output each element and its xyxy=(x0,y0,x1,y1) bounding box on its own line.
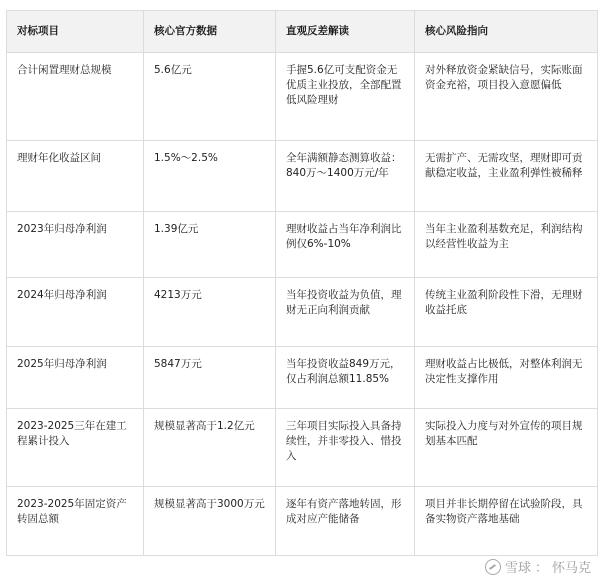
cell-risk: 项目并非长期停留在试验阶段，具备实物资产落地基础 xyxy=(415,487,598,556)
cell-official-data: 1.5%～2.5% xyxy=(144,141,276,212)
table-row xyxy=(7,212,598,278)
watermark-author: 怀马克 xyxy=(551,561,591,576)
cell-risk: 无需扩产、无需攻坚，理财即可贡献稳定收益，主业盈利弹性被稀释 xyxy=(415,141,598,212)
cell-interpretation: 理财收益占当年净利润比例仅6%-10% xyxy=(276,212,415,278)
table-row xyxy=(7,487,598,556)
cell-risk: 当年主业盈利基数充足，利润结构以经营性收益为主 xyxy=(415,212,598,278)
cell-item: 2023-2025年固定资产转固总额 xyxy=(7,487,144,556)
cell-risk: 传统主业盈利阶段性下滑，无理财收益托底 xyxy=(415,278,598,347)
cell-item: 2024年归母净利润 xyxy=(7,278,144,347)
cell-official-data: 4213万元 xyxy=(144,278,276,347)
cell-item: 2025年归母净利润 xyxy=(7,347,144,409)
cell-interpretation: 当年投资收益849万元，仅占利润总额11.85% xyxy=(276,347,415,409)
cell-item: 理财年化收益区间 xyxy=(7,141,144,212)
cell-interpretation: 三年项目实际投入具备持续性，并非零投入、惜投入 xyxy=(276,409,415,487)
cell-official-data: 5847万元 xyxy=(144,347,276,409)
cell-interpretation: 全年满额静态测算收益：840万～1400万元/年 xyxy=(276,141,415,212)
header-risk: 核心风险指向 xyxy=(415,11,598,53)
cell-item: 合计闲置理财总规模 xyxy=(7,53,144,141)
header-item: 对标项目 xyxy=(7,11,144,53)
cell-item: 2023-2025三年在建工程累计投入 xyxy=(7,409,144,487)
header-official-data: 核心官方数据 xyxy=(144,11,276,53)
cell-risk: 实际投入力度与对外宣传的项目规划基本匹配 xyxy=(415,409,598,487)
table-row xyxy=(7,409,598,487)
cell-official-data: 规模显著高于1.2亿元 xyxy=(144,409,276,487)
watermark-site: 雪球 xyxy=(504,561,531,576)
cell-risk: 对外释放资金紧缺信号，实际账面资金充裕，项目投入意愿偏低 xyxy=(415,53,598,141)
cell-official-data: 1.39亿元 xyxy=(144,212,276,278)
watermark-separator: ： xyxy=(534,561,548,576)
cell-risk: 理财收益占比极低，对整体利润无决定性支撑作用 xyxy=(415,347,598,409)
header-interpretation: 直观反差解读 xyxy=(276,11,415,53)
comparison-table xyxy=(6,10,598,556)
table-row xyxy=(7,141,598,212)
cell-official-data: 规模显著高于3000万元 xyxy=(144,487,276,556)
table-row xyxy=(7,53,598,141)
table-row xyxy=(7,278,598,347)
cell-interpretation: 当年投资收益为负值，理财无正向利润贡献 xyxy=(276,278,415,347)
cell-item: 2023年归母净利润 xyxy=(7,212,144,278)
cell-official-data: 5.6亿元 xyxy=(144,53,276,141)
table-header-row xyxy=(7,11,598,53)
cell-interpretation: 逐年有资产落地转固，形成对应产能储备 xyxy=(276,487,415,556)
xueqiu-logo-icon xyxy=(485,559,501,575)
cell-interpretation: 手握5.6亿可支配资金无优质主业投放，全部配置低风险理财 xyxy=(276,53,415,141)
table-row xyxy=(7,347,598,409)
watermark xyxy=(485,557,591,576)
